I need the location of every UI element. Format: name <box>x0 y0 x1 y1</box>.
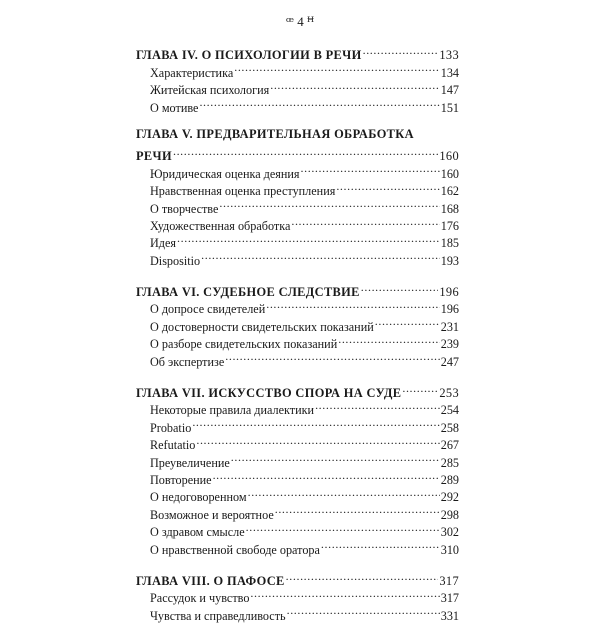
chapter-heading[interactable] <box>136 279 459 300</box>
entry-title: О нравственной свободе оратора <box>150 542 320 557</box>
entry-page: 310 <box>440 542 459 557</box>
dot-leader <box>338 331 439 348</box>
toc-entry[interactable] <box>136 247 459 268</box>
entry-title: О недоговоренном <box>150 490 247 505</box>
dot-leader <box>201 247 440 264</box>
entry-page: 196 <box>440 302 459 317</box>
entry-title: Некоторые правила диалектики <box>150 403 315 418</box>
entry-title: Преувеличение <box>150 455 230 470</box>
dot-leader <box>287 602 440 619</box>
chapter-heading[interactable] <box>136 568 459 588</box>
dot-leader <box>266 296 440 313</box>
entry-title: Рассудок и чувство <box>150 591 250 606</box>
entry-page: 302 <box>440 525 459 540</box>
entry-page: 258 <box>440 420 459 435</box>
chapter-heading[interactable] <box>136 42 459 63</box>
chapter-5 <box>136 126 459 268</box>
dot-leader <box>177 230 440 247</box>
entry-title: О творчестве <box>150 201 219 216</box>
dot-leader <box>196 432 439 449</box>
chapter-title: ГЛАВА VI. СУДЕБНОЕ СЛЕДСТВИЕ <box>136 285 360 300</box>
dot-leader <box>363 42 439 59</box>
entry-title: Житейская психология <box>150 83 270 98</box>
dot-leader <box>321 536 440 553</box>
entry-title: Dispositio <box>150 253 201 268</box>
chapter-title: ГЛАВА VII. ИСКУССТВО СПОРА НА СУДЕ <box>136 386 402 401</box>
chapter-page: 317 <box>439 573 459 588</box>
entry-title: О допросе свидетелей <box>150 302 266 317</box>
entry-page: 298 <box>440 507 459 522</box>
dot-leader <box>315 397 440 414</box>
dot-leader <box>219 195 439 212</box>
entry-page: 134 <box>440 65 459 80</box>
entry-page: 239 <box>440 337 459 352</box>
dot-leader <box>234 59 439 76</box>
entry-title: Идея <box>150 236 177 251</box>
entry-title: Юридическая оценка деяния <box>150 166 300 181</box>
entry-title: Возможное и вероятное <box>150 507 274 522</box>
dot-leader <box>173 143 438 160</box>
entry-page: 162 <box>440 184 459 199</box>
entry-page: 285 <box>440 455 459 470</box>
chapter-page: 133 <box>439 48 459 63</box>
chapter-4 <box>136 42 459 115</box>
dot-leader <box>286 568 439 585</box>
dot-leader <box>246 519 440 536</box>
dot-leader <box>361 279 439 296</box>
dot-leader <box>375 313 440 330</box>
entry-page: 168 <box>440 201 459 216</box>
toc-entry[interactable] <box>136 160 459 181</box>
entry-page: 267 <box>440 438 459 453</box>
entry-page: 292 <box>440 490 459 505</box>
chapter-title: ГЛАВА VIII. О ПАФОСЕ <box>136 573 285 588</box>
entry-title: Художественная обработка <box>150 218 291 233</box>
chapter-7 <box>136 380 459 557</box>
dot-leader <box>336 178 439 195</box>
entry-page: 160 <box>440 166 459 181</box>
dot-leader <box>270 77 439 94</box>
entry-title: О достоверности свидетельских показаний <box>150 319 374 334</box>
entry-title: Нравственная оценка преступления <box>150 184 336 199</box>
chapter-page: 253 <box>439 386 459 401</box>
entry-page: 231 <box>440 319 459 334</box>
entry-page: 176 <box>440 218 459 233</box>
chapter-title-line[interactable]: ГЛАВА V. ПРЕДВАРИТЕЛЬНАЯ ОБРАБОТКА <box>136 126 414 141</box>
entry-title: О здравом смысле <box>150 525 245 540</box>
dot-leader <box>231 449 440 466</box>
dot-leader <box>199 94 439 111</box>
entry-title: Refutatio <box>150 438 196 453</box>
dot-leader <box>248 484 440 501</box>
entry-title: Чувства и справедливость <box>150 608 286 623</box>
dot-leader <box>192 414 439 431</box>
entry-title: Probatio <box>150 420 192 435</box>
chapter-heading[interactable] <box>136 380 459 401</box>
chapter-title: ГЛАВА IV. О ПСИХОЛОГИИ В РЕЧИ <box>136 48 362 63</box>
entry-page: 247 <box>440 354 459 369</box>
dot-leader <box>291 213 439 230</box>
dot-leader <box>275 501 440 518</box>
entry-page: 331 <box>440 608 459 623</box>
dot-leader <box>225 348 439 365</box>
entry-page: 289 <box>440 472 459 487</box>
chapter-title: РЕЧИ <box>136 149 172 164</box>
entry-page: 254 <box>440 403 459 418</box>
entry-page: 193 <box>440 253 459 268</box>
entry-title: О разборе свидетельских показаний <box>150 337 338 352</box>
table-of-contents <box>136 42 459 634</box>
entry-title: Характеристика <box>150 65 234 80</box>
dot-leader <box>402 380 438 397</box>
dot-leader <box>301 160 440 177</box>
page-number: ꟹ 4 ꟸ <box>285 14 315 29</box>
entry-page: 151 <box>440 100 459 115</box>
entry-page: 185 <box>440 236 459 251</box>
entry-title: Об экспертизе <box>150 354 225 369</box>
toc-entry[interactable] <box>136 230 459 251</box>
entry-title: Повторение <box>150 472 212 487</box>
entry-title: О мотиве <box>150 100 199 115</box>
entry-page: 317 <box>440 591 459 606</box>
chapter-page: 160 <box>439 149 459 164</box>
chapter-8 <box>136 568 459 623</box>
entry-page: 147 <box>440 83 459 98</box>
chapter-heading[interactable] <box>136 143 459 164</box>
dot-leader <box>213 467 440 484</box>
chapter-page: 196 <box>439 285 459 300</box>
chapter-6 <box>136 279 459 369</box>
